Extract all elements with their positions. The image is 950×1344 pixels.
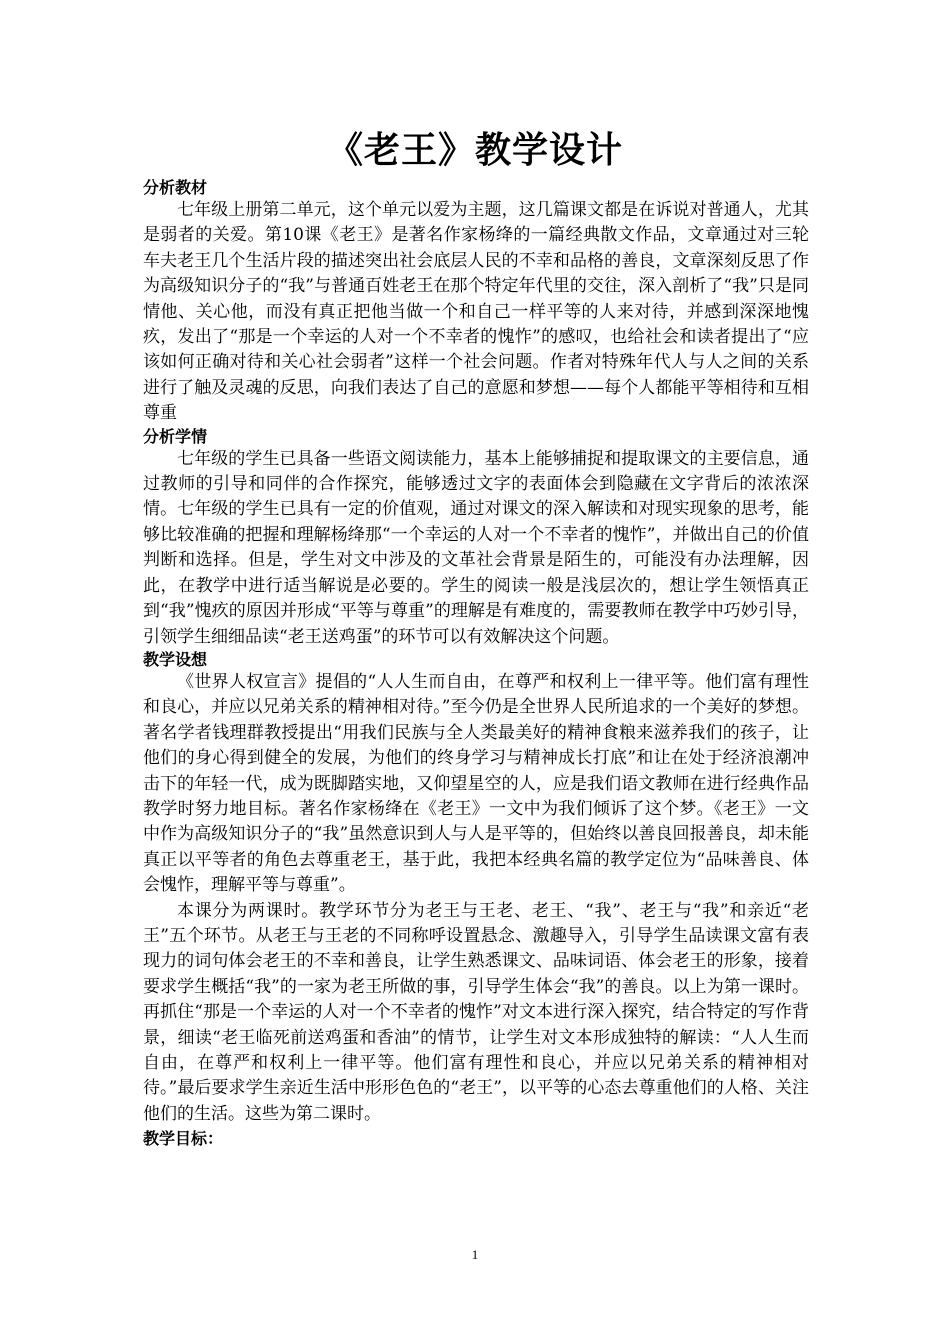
document-title: 《老王》教学设计 bbox=[326, 130, 623, 171]
page-number: 1 bbox=[471, 1247, 479, 1262]
paragraph-student-analysis: 七年级的学生已具备一些语文阅读能力，基本上能够捕捉和提取课文的主要信息，通过教师的引导和同伴的合作探究，能够透过文字的表面体会到隐藏在文字背后的浓浓深情。七年级的学生已具有一定的价值观，通过对课文的深入解读和对现实现象的思考，能够比较准确的把握和理解杨绛那“一个幸运的人对一个不幸者的愧怍”，并做出自己的价值判断和选择。但是，学生对文中涉及的文革社会背景是陌生的，可能没有办法理解，因此，在教学中进行适当解说是必要的。学生的阅读一般是浅层次的，想让学生领悟真正到“我”愧疚的原因并形成“平等与尊重”的理解是有难度的，需要教师在教学中巧妙引导，引领学生细细品读“老王送鸡蛋”的环节可以有效解决这个问题。 bbox=[143, 448, 809, 647]
section-heading-teaching-objectives: 教学目标： bbox=[143, 1129, 224, 1149]
section-heading-teaching-concept: 教学设想 bbox=[143, 649, 208, 669]
section-heading-textbook-analysis: 分析教材 bbox=[143, 178, 208, 197]
paragraph-teaching-concept-2: 本课分为两课时。教学环节分为老王与王老、老王、“我”、老王与“我”和亲近“老王”五个环节。从老王与王老的不同称呼设置悬念、激趣导入，引导学生品读课文富有表现力的词句体会老王的不幸和善良，让学生熟悉课文、品味词语、体会老王的形象，接着要求学生概括“我”的一家为老王所做的事，引导学生体会“我”的善良。以上为第一课时。再抓住“那是一个幸运的人对一个不幸者的愧怍”对文本进行深入探究，结合特定的写作背景，细读“老王临死前送鸡蛋和香油”的情节，让学生对文本形成独特的解读：“人人生而自由，在尊严和权利上一律平等。他们富有理性和良心，并应以兄弟关系的精神相对待。”最后要求学生亲近生活中形形色色的“老王”，以平等的心态去尊重他们的人格、关注他们的生活。这些为第二课时。 bbox=[143, 900, 809, 1124]
section-heading-student-analysis: 分析学情 bbox=[143, 426, 208, 446]
paragraph-textbook-analysis: 七年级上册第二单元，这个单元以爱为主题，这几篇课文都是在诉说对普通人，尤其是弱者的关爱。第10课《老王》是著名作家杨绛的一篇经典散文作品，文章通过对三轮车夫老王几个生活片段的描述突出社会底层人民的不幸和品格的善良，文章深刻反思了作为高级知识分子的“我”与普通百姓老王在那个特定年代里的交往，深入剖析了“我”只是同情他、关心他，而没有真正把他当做一个和自己一样平等的人来对待，并感到深深地愧疚，发出了“那是一个幸运的人对一个不幸者的愧怍”的感叹，也给社会和读者提出了“应该如何正确对待和关心社会弱者”这样一个社会问题。作者对特殊年代人与人之间的关系进行了触及灵魂的反思，向我们表达了自己的意愿和梦想——每个人都能平等相待和互相尊重 bbox=[143, 200, 809, 424]
document-body bbox=[143, 178, 809, 1149]
paragraph-teaching-concept-1: 《世界人权宣言》提倡的“人人生而自由，在尊严和权利上一律平等。他们富有理性和良心，并应以兄弟关系的精神相对待。”至今仍是全世界人民所追求的一个美好的梦想。著名学者钱理群教授提出“用我们民族与全人类最美好的精神食粮来滋养我们的孩子，让他们的身心得到健全的发展，为他们的终身学习与精神成长打底”和让在处于经济浪潮冲击下的年轻一代，成为既脚踏实地，又仰望星空的人，应是我们语文教师在进行经典作品教学时努力地目标。著名作家杨绛在《老王》一文中为我们倾诉了这个梦。《老王》一文中作为高级知识分子的“我”虽然意识到人与人是平等的，但始终以善良回报善良，却未能真正以平等者的角色去尊重老王，基于此，我把本经典名篇的教学定位为“品味善良、体会愧怍，理解平等与尊重”。 bbox=[143, 671, 809, 896]
